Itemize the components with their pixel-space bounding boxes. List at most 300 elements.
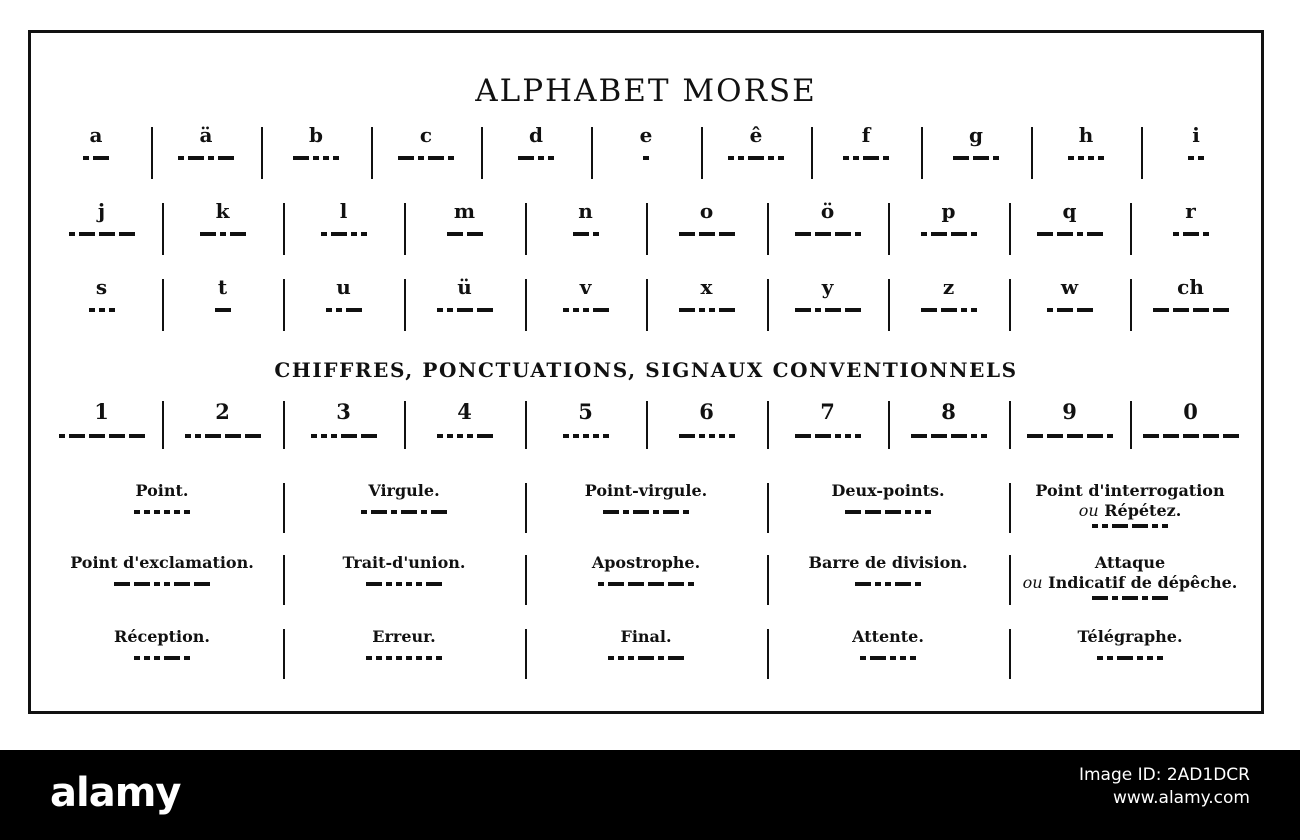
morse-dash xyxy=(1132,524,1148,528)
morse-dot xyxy=(220,232,226,236)
morse-dash xyxy=(1117,656,1133,660)
morse-letter-cell xyxy=(646,201,767,261)
morse-dot xyxy=(653,510,659,514)
signal-label xyxy=(70,553,254,573)
morse-digit-cell xyxy=(1130,401,1251,453)
morse-dash xyxy=(1173,308,1189,312)
morse-letter-cell xyxy=(1130,277,1251,337)
morse-dot xyxy=(406,582,412,586)
morse-dot xyxy=(333,156,339,160)
letter-label: f xyxy=(861,123,871,147)
morse-dot xyxy=(921,232,927,236)
morse-dash xyxy=(593,308,609,312)
morse-dot xyxy=(583,308,589,312)
morse-dash xyxy=(398,156,414,160)
morse-code xyxy=(953,155,999,161)
letter-label: ü xyxy=(457,275,472,299)
morse-digit-cell xyxy=(888,401,1009,453)
morse-dash xyxy=(1223,434,1239,438)
morse-dot xyxy=(563,434,569,438)
morse-dash xyxy=(638,656,654,660)
morse-code xyxy=(860,655,916,661)
morse-letter-cell xyxy=(701,125,811,185)
morse-signal-cell xyxy=(283,481,525,539)
morse-dot xyxy=(426,656,432,660)
morse-code xyxy=(1188,155,1204,161)
morse-dot xyxy=(910,656,916,660)
digit-label: 5 xyxy=(578,399,593,424)
morse-dash xyxy=(1047,434,1063,438)
morse-dash xyxy=(346,308,362,312)
signal-label xyxy=(114,627,210,647)
morse-dot xyxy=(1102,524,1108,528)
morse-code xyxy=(1068,155,1104,161)
site-url: www.alamy.com xyxy=(1112,787,1250,808)
letter-label: ö xyxy=(820,199,835,223)
morse-signal-cell xyxy=(525,553,767,611)
signal-label-line: Point d'interrogation xyxy=(1035,481,1225,500)
signal-label xyxy=(343,553,466,573)
morse-dot xyxy=(321,434,327,438)
morse-dash xyxy=(663,510,679,514)
morse-dash xyxy=(951,434,967,438)
morse-dot xyxy=(728,156,734,160)
morse-dot xyxy=(738,156,744,160)
morse-dot xyxy=(699,308,705,312)
morse-dot xyxy=(548,156,554,160)
morse-code xyxy=(679,307,735,313)
morse-dot xyxy=(185,434,191,438)
morse-letter-cell xyxy=(1031,125,1141,185)
morse-dash xyxy=(245,434,261,438)
morse-dot xyxy=(905,510,911,514)
signal-label xyxy=(136,481,189,501)
morse-dot xyxy=(603,434,609,438)
morse-dash xyxy=(608,582,624,586)
morse-dash xyxy=(477,434,493,438)
morse-signal-cell xyxy=(1009,481,1251,539)
morse-dash xyxy=(428,156,444,160)
morse-letter-cell xyxy=(404,201,525,261)
morse-dash xyxy=(119,232,135,236)
morse-dot xyxy=(436,656,442,660)
morse-dot xyxy=(144,510,150,514)
morse-dot xyxy=(164,582,170,586)
morse-dot xyxy=(875,582,881,586)
morse-dash xyxy=(447,232,463,236)
morse-dash xyxy=(215,308,231,312)
morse-dash xyxy=(885,510,901,514)
morse-dot xyxy=(89,308,95,312)
morse-dot xyxy=(845,434,851,438)
morse-dot xyxy=(855,434,861,438)
morse-digit-cell xyxy=(41,401,162,453)
morse-dot xyxy=(981,434,987,438)
morse-dot xyxy=(1078,156,1084,160)
morse-dot xyxy=(134,510,140,514)
signal-label-line: Trait-d'union. xyxy=(342,553,466,572)
morse-dash xyxy=(188,156,204,160)
morse-dash xyxy=(679,308,695,312)
letter-label: i xyxy=(1192,123,1200,147)
morse-dot xyxy=(184,510,190,514)
morse-code xyxy=(518,155,554,161)
signal-label xyxy=(585,481,707,501)
morse-code xyxy=(437,307,493,313)
letter-row xyxy=(41,201,1251,261)
morse-dot xyxy=(386,582,392,586)
morse-dash xyxy=(1057,232,1073,236)
morse-code xyxy=(134,509,190,515)
morse-dash xyxy=(815,232,831,236)
morse-code xyxy=(1173,231,1209,237)
morse-dot xyxy=(538,156,544,160)
morse-dot xyxy=(1112,596,1118,600)
letter-label: k xyxy=(215,199,230,223)
digit-label: 3 xyxy=(336,399,351,424)
morse-letter-cell xyxy=(767,201,888,261)
morse-dot xyxy=(134,656,140,660)
morse-dot xyxy=(59,434,65,438)
morse-dash xyxy=(1183,232,1199,236)
morse-dash xyxy=(1153,308,1169,312)
morse-code xyxy=(69,231,135,237)
morse-dash xyxy=(1067,434,1083,438)
morse-digit-cell xyxy=(162,401,283,453)
morse-dot xyxy=(618,656,624,660)
morse-dash xyxy=(1143,434,1159,438)
morse-dash xyxy=(371,510,387,514)
morse-dot xyxy=(418,156,424,160)
signal-label-line xyxy=(1023,573,1238,593)
morse-letter-cell xyxy=(162,277,283,337)
morse-dash xyxy=(293,156,309,160)
morse-dot xyxy=(311,434,317,438)
section-subtitle: CHIFFRES, PONCTUATIONS, SIGNAUX CONVENTIONNELS xyxy=(274,358,1018,382)
morse-dash xyxy=(633,510,649,514)
morse-code xyxy=(1047,307,1093,313)
morse-dash xyxy=(845,510,861,514)
morse-dash xyxy=(200,232,216,236)
morse-dot xyxy=(361,510,367,514)
morse-dot xyxy=(1152,524,1158,528)
morse-code xyxy=(321,231,367,237)
morse-code xyxy=(215,307,231,313)
morse-dot xyxy=(321,232,327,236)
morse-dot xyxy=(331,434,337,438)
morse-dash xyxy=(1193,308,1209,312)
morse-signal-cell xyxy=(283,627,525,685)
morse-dot xyxy=(915,582,921,586)
morse-dash xyxy=(668,656,684,660)
morse-digit-cell xyxy=(1009,401,1130,453)
morse-dash xyxy=(89,434,105,438)
morse-code xyxy=(563,433,609,439)
morse-dot xyxy=(688,582,694,586)
morse-dash xyxy=(668,582,684,586)
morse-digit-cell xyxy=(525,401,646,453)
letter-label: w xyxy=(1060,275,1079,299)
morse-dash xyxy=(648,582,664,586)
morse-code xyxy=(447,231,483,237)
morse-code xyxy=(437,433,493,439)
signal-label-line: Attaque xyxy=(1094,553,1166,572)
morse-dash xyxy=(99,232,115,236)
morse-dot xyxy=(623,510,629,514)
morse-code xyxy=(795,231,861,237)
morse-dot xyxy=(447,434,453,438)
signal-label-line: Télégraphe. xyxy=(1077,627,1183,646)
morse-code xyxy=(843,155,889,161)
morse-dash xyxy=(931,434,947,438)
letter-label: m xyxy=(453,199,476,223)
morse-dot xyxy=(376,656,382,660)
alamy-logo: alamy xyxy=(50,770,181,816)
digit-label: 6 xyxy=(699,399,714,424)
image-id-block xyxy=(1079,764,1250,810)
morse-dot xyxy=(1047,308,1053,312)
morse-dot xyxy=(853,156,859,160)
morse-dot xyxy=(437,308,443,312)
morse-dot xyxy=(843,156,849,160)
morse-letter-cell xyxy=(646,277,767,337)
morse-dot xyxy=(883,156,889,160)
morse-code xyxy=(366,655,442,661)
morse-code xyxy=(178,155,234,161)
italic-conjunction: ou xyxy=(1078,501,1099,520)
morse-dot xyxy=(323,156,329,160)
morse-dash xyxy=(795,308,811,312)
morse-dot xyxy=(628,656,634,660)
morse-dash xyxy=(1203,434,1219,438)
morse-dash xyxy=(1057,308,1073,312)
signal-label xyxy=(372,627,435,647)
morse-dash xyxy=(870,656,886,660)
morse-dash xyxy=(1087,434,1103,438)
signal-label-rest: Répétez. xyxy=(1098,501,1182,520)
morse-dash xyxy=(361,434,377,438)
morse-dot xyxy=(154,582,160,586)
signal-label-line xyxy=(1035,501,1224,521)
morse-letter-cell xyxy=(888,201,1009,261)
morse-dot xyxy=(593,434,599,438)
morse-dot xyxy=(1098,156,1104,160)
morse-dash xyxy=(341,434,357,438)
morse-dot xyxy=(971,434,977,438)
letter-label: b xyxy=(309,123,323,147)
morse-dot xyxy=(925,510,931,514)
morse-dot xyxy=(563,308,569,312)
letter-label: l xyxy=(339,199,348,223)
morse-code xyxy=(643,155,649,161)
letter-label: c xyxy=(419,123,433,147)
morse-dash xyxy=(1092,596,1108,600)
morse-letter-cell xyxy=(767,277,888,337)
morse-dot xyxy=(683,510,689,514)
morse-dash xyxy=(218,156,234,160)
morse-dash xyxy=(477,308,493,312)
morse-dot xyxy=(366,656,372,660)
morse-dash xyxy=(941,308,957,312)
morse-dash xyxy=(225,434,241,438)
morse-dash xyxy=(795,232,811,236)
morse-letter-cell xyxy=(41,201,162,261)
morse-dot xyxy=(729,434,735,438)
morse-signal-cell xyxy=(41,627,283,685)
signal-label-line: Final. xyxy=(620,627,672,646)
morse-letter-cell xyxy=(1130,201,1251,261)
morse-signal-cell xyxy=(1009,627,1251,685)
morse-dash xyxy=(457,308,473,312)
morse-dot xyxy=(778,156,784,160)
morse-dash xyxy=(129,434,145,438)
morse-dash xyxy=(699,232,715,236)
letter-label: q xyxy=(1062,199,1077,223)
signal-label xyxy=(808,553,967,573)
morse-code xyxy=(608,655,684,661)
morse-dash xyxy=(109,434,125,438)
morse-code xyxy=(598,581,694,587)
morse-dot xyxy=(598,582,604,586)
morse-dot xyxy=(396,582,402,586)
morse-dash xyxy=(1163,434,1179,438)
morse-dot xyxy=(154,656,160,660)
morse-dot xyxy=(1137,656,1143,660)
morse-dash xyxy=(679,434,695,438)
morse-dot xyxy=(109,308,115,312)
morse-code xyxy=(679,433,735,439)
digit-label: 7 xyxy=(820,399,835,424)
morse-dash xyxy=(1077,308,1093,312)
morse-dot xyxy=(467,434,473,438)
morse-dash xyxy=(114,582,130,586)
morse-letter-cell xyxy=(1009,277,1130,337)
morse-chart-frame xyxy=(28,30,1264,714)
morse-letter-cell xyxy=(1141,125,1251,185)
morse-code xyxy=(679,231,735,237)
letter-label: ch xyxy=(1177,275,1204,299)
morse-dash xyxy=(865,510,881,514)
morse-dot xyxy=(1107,434,1113,438)
morse-code xyxy=(603,509,689,515)
morse-dot xyxy=(1142,596,1148,600)
morse-code xyxy=(1153,307,1229,313)
morse-dash xyxy=(1027,434,1043,438)
morse-dot xyxy=(437,434,443,438)
morse-dot xyxy=(83,156,89,160)
letter-label: e xyxy=(639,123,653,147)
morse-dash xyxy=(134,582,150,586)
morse-dash xyxy=(1037,232,1053,236)
morse-code xyxy=(795,433,861,439)
morse-dash xyxy=(953,156,969,160)
morse-dash xyxy=(815,434,831,438)
italic-conjunction: ou xyxy=(1022,573,1043,592)
morse-dot xyxy=(406,656,412,660)
morse-dot xyxy=(457,434,463,438)
morse-code xyxy=(200,231,246,237)
morse-dash xyxy=(426,582,442,586)
morse-dash xyxy=(895,582,911,586)
morse-dash xyxy=(835,232,851,236)
morse-code xyxy=(795,307,861,313)
morse-dash xyxy=(164,656,180,660)
morse-dash xyxy=(401,510,417,514)
morse-letter-cell xyxy=(371,125,481,185)
morse-dot xyxy=(699,434,705,438)
letter-label: g xyxy=(969,123,983,147)
morse-code xyxy=(855,581,921,587)
punctuation-row xyxy=(41,627,1251,685)
morse-dash xyxy=(911,434,927,438)
morse-dot xyxy=(890,656,896,660)
morse-dot xyxy=(855,232,861,236)
morse-code xyxy=(573,231,599,237)
morse-dot xyxy=(391,510,397,514)
page-title: ALPHABET MORSE xyxy=(475,73,817,109)
signal-label-line: Point-virgule. xyxy=(584,481,708,500)
letter-label: y xyxy=(821,275,834,299)
morse-dot xyxy=(658,656,664,660)
morse-letter-cell xyxy=(283,201,404,261)
morse-dot xyxy=(195,434,201,438)
morse-dot xyxy=(583,434,589,438)
morse-dot xyxy=(1203,232,1209,236)
morse-dot xyxy=(1188,156,1194,160)
morse-dot xyxy=(593,232,599,236)
morse-dot xyxy=(860,656,866,660)
morse-letter-cell xyxy=(481,125,591,185)
morse-dot xyxy=(961,308,967,312)
morse-letter-cell xyxy=(404,277,525,337)
morse-dash xyxy=(921,308,937,312)
morse-dot xyxy=(885,582,891,586)
letter-label: x xyxy=(700,275,713,299)
morse-dot xyxy=(1068,156,1074,160)
morse-dash xyxy=(1152,596,1168,600)
morse-dot xyxy=(915,510,921,514)
morse-dash xyxy=(1087,232,1103,236)
morse-code xyxy=(911,433,987,439)
morse-signal-cell xyxy=(41,553,283,611)
morse-dash xyxy=(863,156,879,160)
watermark-footer xyxy=(0,750,1300,840)
morse-code xyxy=(185,433,261,439)
letter-label: n xyxy=(578,199,593,223)
morse-dot xyxy=(144,656,150,660)
morse-dot xyxy=(448,156,454,160)
signal-label xyxy=(1077,627,1182,647)
morse-dash xyxy=(628,582,644,586)
morse-dot xyxy=(768,156,774,160)
morse-code xyxy=(59,433,145,439)
signal-label-line: Point d'exclamation. xyxy=(70,553,254,572)
morse-dot xyxy=(99,308,105,312)
morse-dot xyxy=(416,656,422,660)
signal-label-line: Attente. xyxy=(852,627,924,646)
morse-dot xyxy=(815,308,821,312)
morse-letter-cell xyxy=(283,277,404,337)
morse-code xyxy=(366,581,442,587)
morse-letter-cell xyxy=(888,277,1009,337)
morse-code xyxy=(134,655,190,661)
morse-dot xyxy=(178,156,184,160)
morse-dot xyxy=(1097,656,1103,660)
morse-dot xyxy=(993,156,999,160)
morse-dash xyxy=(431,510,447,514)
morse-code xyxy=(1097,655,1163,661)
morse-code xyxy=(114,581,210,587)
